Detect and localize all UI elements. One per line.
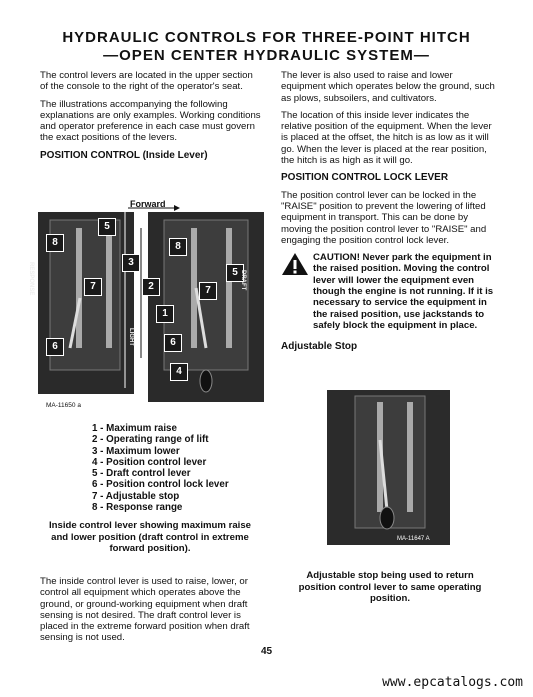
right-column: [281, 70, 499, 359]
legend-item: 7 - Adjustable stop: [92, 490, 180, 502]
legend-item: 1 - Maximum raise: [92, 423, 177, 434]
location-paragraph: The location of this inside lever indicates the relative position of the equipment. When the lever is placed at the offset, the hitch is as low as it will go. When the lever is placed at the rear position, the hitch is as high as it will go.: [281, 109, 492, 167]
legend-item: 4 - Position control lever: [92, 456, 207, 468]
plow-paragraph: The lever is also used to raise and lower equipment which operates below the ground, such as plows, subsoilers, and cultivators.: [281, 70, 495, 104]
caution-text: CAUTION! Never park the equipment in the raised position. Moving the control lever will lower the equipment even though the engine is not running. If it is necessary to service the equipment in the raised position, use jackstands to safely block the equipment in place.: [313, 252, 494, 331]
callout-5: 5: [98, 218, 116, 236]
response-label: RESPONSE: [28, 262, 34, 296]
light-label: LIGHT: [128, 328, 134, 346]
figure-legend: [92, 423, 229, 513]
callout-7: 7: [84, 278, 102, 296]
callout-1: 1: [156, 305, 174, 323]
page-subtitle: —OPEN CENTER HYDRAULIC SYSTEM—: [103, 47, 430, 64]
position-control-figure: [28, 198, 268, 416]
right-figure-caption: Adjustable stop being used to return position control lever to same operating position.: [298, 570, 482, 604]
section-heading-adjustable-stop: Adjustable Stop: [281, 341, 358, 353]
callout-8: 8: [46, 234, 64, 252]
left-column: [40, 70, 262, 167]
callout-4: 4: [170, 363, 188, 381]
page-number: 45: [260, 646, 273, 657]
adjustable-stop-figure: [327, 390, 450, 545]
figure-illustration-2: [327, 390, 450, 545]
callout-5b: 5: [226, 264, 244, 282]
figure-id-2: MA-11647 A: [397, 536, 430, 542]
figure-id: MA-11650 a: [46, 402, 81, 409]
figure-illustration: [36, 198, 268, 416]
watermark: www.epcatalogs.com: [382, 675, 523, 690]
legend-item: 6 - Position control lock lever: [92, 479, 229, 491]
caution-block: [281, 252, 499, 331]
section-heading-lock-lever: POSITION CONTROL LOCK LEVER: [281, 172, 449, 184]
callout-6: 6: [46, 338, 64, 356]
warning-icon: [281, 252, 313, 331]
illustration-note: The illustrations accompanying the following explanations are only examples. Working conditions and operator preference in each case must govern the exact positions of the levers.: [40, 98, 261, 144]
legend-item: 8 - Response range: [92, 502, 183, 514]
draft-label: DRAFT: [240, 270, 246, 291]
callout-3: 3: [122, 254, 140, 272]
callout-2: 2: [142, 278, 160, 296]
lock-paragraph: The position control lever can be locked in the "RAISE" position to prevent the lowering of lifted equipment in transport. This can be done by moving the position control lever to "RAISE" and engaging the position control lock lever.: [281, 189, 487, 246]
forward-label: Forward: [130, 199, 166, 209]
intro-paragraph: The control levers are located in the upper section of the console to the right of the operator's seat.: [40, 70, 253, 93]
legend-item: 3 - Maximum lower: [92, 445, 180, 457]
callout-6b: 6: [164, 334, 182, 352]
inside-lever-paragraph: The inside control lever is used to raise, lower, or control all equipment which operates above the ground, or ground-working equipment when draft sensing is not desired. The draft control lever is placed in the extreme forward position when draft sensing is not used.: [40, 576, 250, 644]
legend-item: 5 - Draft control lever: [92, 468, 191, 480]
legend-item: 2 - Operating range of lift: [92, 434, 209, 446]
left-figure-caption: Inside control lever showing maximum raise and lower position (draft control in extreme forward position).: [48, 520, 252, 554]
callout-8b: 8: [169, 238, 187, 256]
page-title: HYDRAULIC CONTROLS FOR THREE-POINT HITCH: [62, 29, 471, 46]
callout-7b: 7: [199, 282, 217, 300]
section-heading-position-control: POSITION CONTROL (Inside Lever): [40, 149, 208, 161]
